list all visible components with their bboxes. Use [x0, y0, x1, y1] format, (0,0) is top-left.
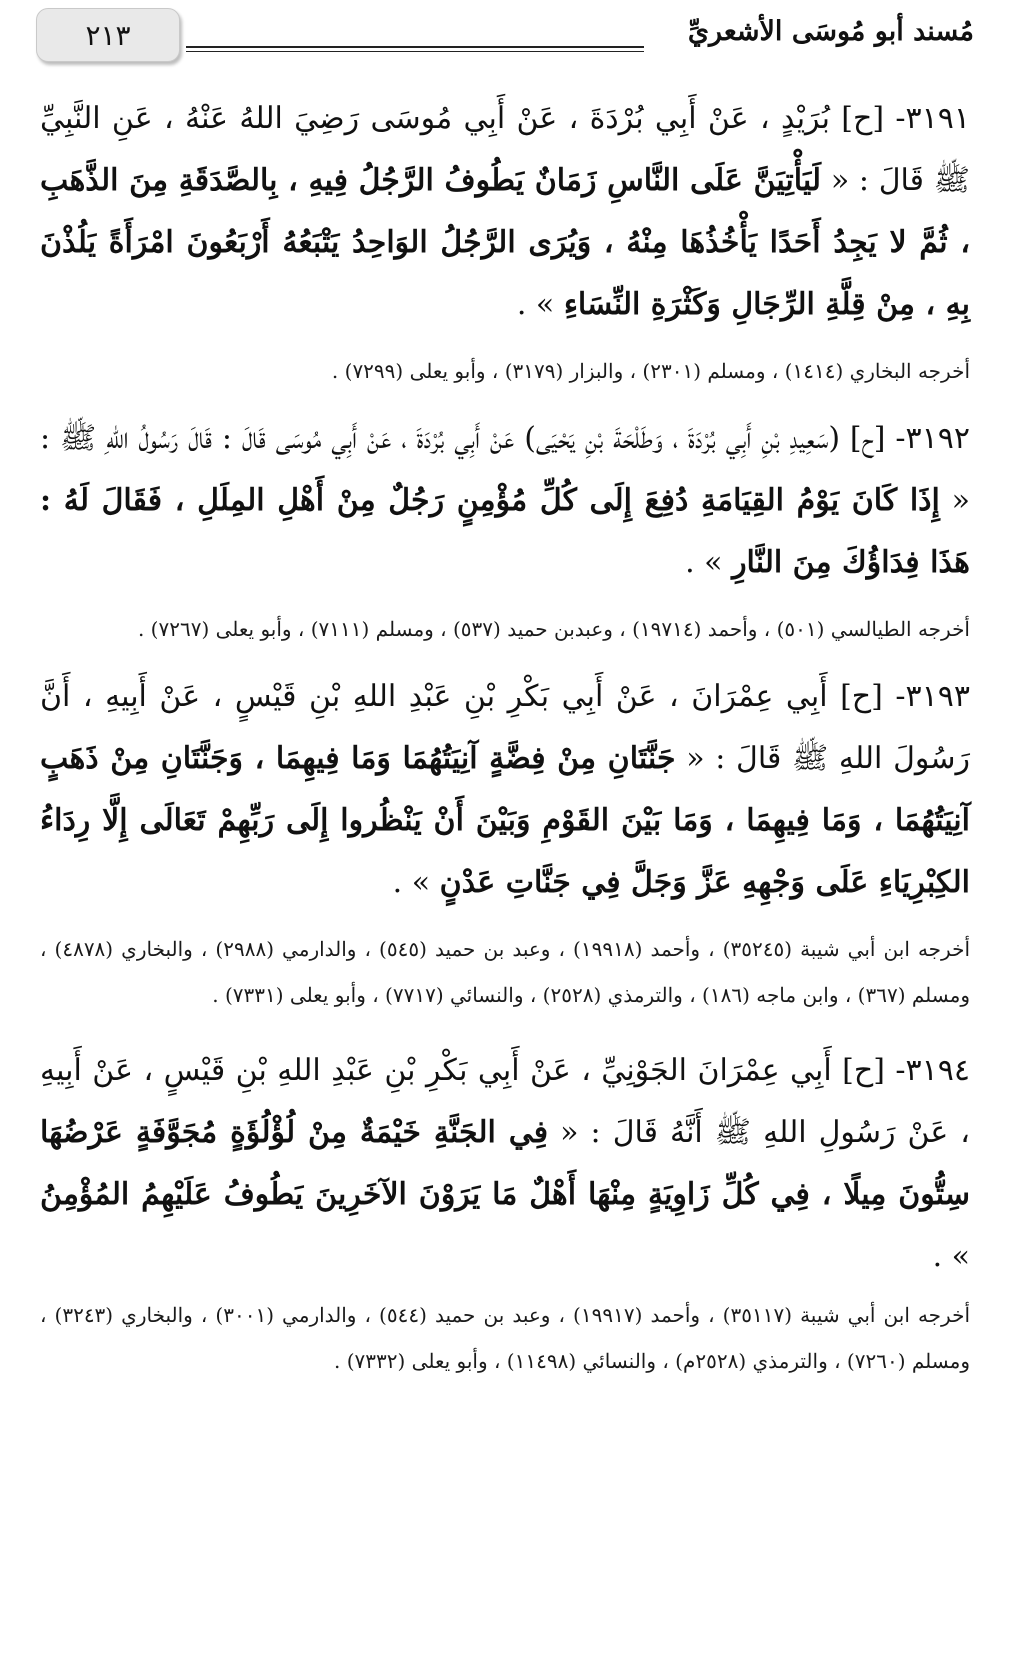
hadith-close: » .	[516, 287, 555, 322]
takhrij-3193: أخرجه ابن أبي شيبة (٣٥٢٤٥) ، وأحمد (١٩٩١٨) ، وعبد بن حميد (٥٤٥) ، والدارمي (٢٩٨٨) ، والبخاري (٤٨٧٨) ، ومسلم (٣٦٧) ، وابن ماجه (١٨٦) ، والترمذي (٢٥٢٨) ، والنسائي (٧٧١٧) ، وأبو يعلى (٧٣٣١) .	[40, 937, 970, 1007]
running-title: مُسند أبو مُوسَى الأشعريِّ	[687, 16, 974, 47]
hadith-number: ٣١٩٤-	[895, 1053, 970, 1088]
hadith-3194	[40, 1040, 970, 1288]
page-number: ٢١٣	[85, 18, 131, 52]
hadith-number: ٣١٩١-	[895, 101, 970, 136]
hadith-matn: فِي الجَنَّةِ خَيْمَةٌ مِنْ لُؤْلُؤَةٍ مُجَوَّفَةٍ عَرْضُهَا سِتُّونَ مِيلًا ، فِي كُلِّ زَاوِيَةٍ مِنْهَا أَهْلٌ مَا يَرَوْنَ الآخَرِينَ يَطُوفُ عَلَيْهِمُ المُؤْمِنُ	[40, 1115, 970, 1212]
hadith-isnad: [ح] أَبِي عِمْرَانَ ، عَنْ أَبِي بَكْرِ بْنِ عَبْدِ اللهِ بْنِ قَيْسٍ ، عَنْ أَبِيهِ ، أَنَّ رَسُولَ اللهِ ﷺ قَالَ : «	[40, 679, 970, 776]
hadith-matn: لَيَأْتِيَنَّ عَلَى النَّاسِ زَمَانٌ يَطُوفُ الرَّجُلُ فِيهِ ، بِالصَّدَقَةِ مِنَ الذَّهَبِ ، ثُمَّ لا يَجِدُ أَحَدًا يَأْخُذُهَا مِنْهُ ، وَيُرَى الرَّجُلُ الوَاحِدُ يَتْبَعُهُ أَرْبَعُونَ امْرَأَةً يَلُذْنَ بِهِ ، مِنْ قِلَّةِ الرِّجَالِ وَكَثْرَةِ النِّسَاءِ	[40, 163, 970, 322]
takhrij-3191: أخرجه البخاري (١٤١٤) ، ومسلم (٢٣٠١) ، والبزار (٣١٧٩) ، وأبو يعلى (٧٢٩٩) .	[331, 359, 970, 383]
hadith-isnad: [ح] (سَعِيدِ بْنِ أَبِي بُرْدَةَ ، وَطَلْحَةَ بْنِ يَحْيَى) عَنْ أَبِي بُرْدَةَ ، عَنْ أَبِي مُوسَى قَالَ : قَالَ رَسُولُ اللهِ ﷺ : «	[40, 421, 970, 518]
takhrij-3192: أخرجه الطيالسي (٥٠١) ، وأحمد (١٩٧١٤) ، وعبدبن حميد (٥٣٧) ، ومسلم (٧١١١) ، وأبو يعلى (٧٢٦٧) .	[137, 617, 970, 641]
page-header	[36, 8, 974, 74]
header-rule	[186, 46, 644, 52]
hadith-3191	[40, 88, 970, 336]
hadith-close: » .	[392, 865, 431, 900]
page-content	[40, 80, 970, 1398]
hadith-close: » .	[685, 545, 723, 580]
hadith-matn: جَنَّتَانِ مِنْ فِضَّةٍ آنِيَتُهُمَا وَمَا فِيهِمَا ، وَجَنَّتَانِ مِنْ ذَهَبٍ آنِيَتُهُمَا ، وَمَا فِيهِمَا ، وَمَا بَيْنَ القَوْمِ وَبَيْنَ أَنْ يَنْظُروا إِلَى رَبِّهِمْ تَعَالَى إِلَّا رِدَاءُ الكِبْرِيَاءِ عَلَى وَجْهِهِ عَزَّ وَجَلَّ فِي جَنَّاتِ عَدْنٍ	[40, 741, 970, 900]
hadith-isnad: [ح] أَبِي عِمْرَانَ الجَوْنِيِّ ، عَنْ أَبِي بَكْرِ بْنِ عَبْدِ اللهِ بْنِ قَيْسٍ ، عَنْ أَبِيهِ ، عَنْ رَسُولِ اللهِ ﷺ أَنَّهُ قَالَ : «	[40, 1053, 970, 1150]
hadith-isnad: [ح] بُرَيْدٍ ، عَنْ أَبِي بُرْدَةَ ، عَنْ أَبِي مُوسَى رَضِيَ اللهُ عَنْهُ ، عَنِ النَّبِيِّ ﷺ قَالَ : «	[40, 101, 970, 198]
hadith-close: » .	[932, 1239, 970, 1274]
hadith-3193	[40, 666, 970, 914]
takhrij-3194: أخرجه ابن أبي شيبة (٣٥١١٧) ، وأحمد (١٩٩١٧) ، وعبد بن حميد (٥٤٤) ، والدارمي (٣٠٠١) ، والبخاري (٣٢٤٣) ، ومسلم (٧٢٦٠) ، والترمذي (٢٥٢٨م) ، والنسائي (١١٤٩٨) ، وأبو يعلى (٧٣٣٢) .	[40, 1303, 970, 1373]
hadith-number: ٣١٩٢-	[895, 421, 970, 456]
page-number-tab	[36, 8, 180, 62]
hadith-3192	[40, 408, 970, 594]
hadith-matn: إِذَا كَانَ يَوْمُ القِيَامَةِ دُفِعَ إِلَى كُلِّ مُؤْمِنٍ رَجُلٌ مِنْ أَهْلِ المِلَلِ ، فَقَالَ لَهُ : هَذَا فِدَاؤُكَ مِنَ النَّارِ	[40, 483, 970, 580]
hadith-number: ٣١٩٣-	[895, 679, 970, 714]
